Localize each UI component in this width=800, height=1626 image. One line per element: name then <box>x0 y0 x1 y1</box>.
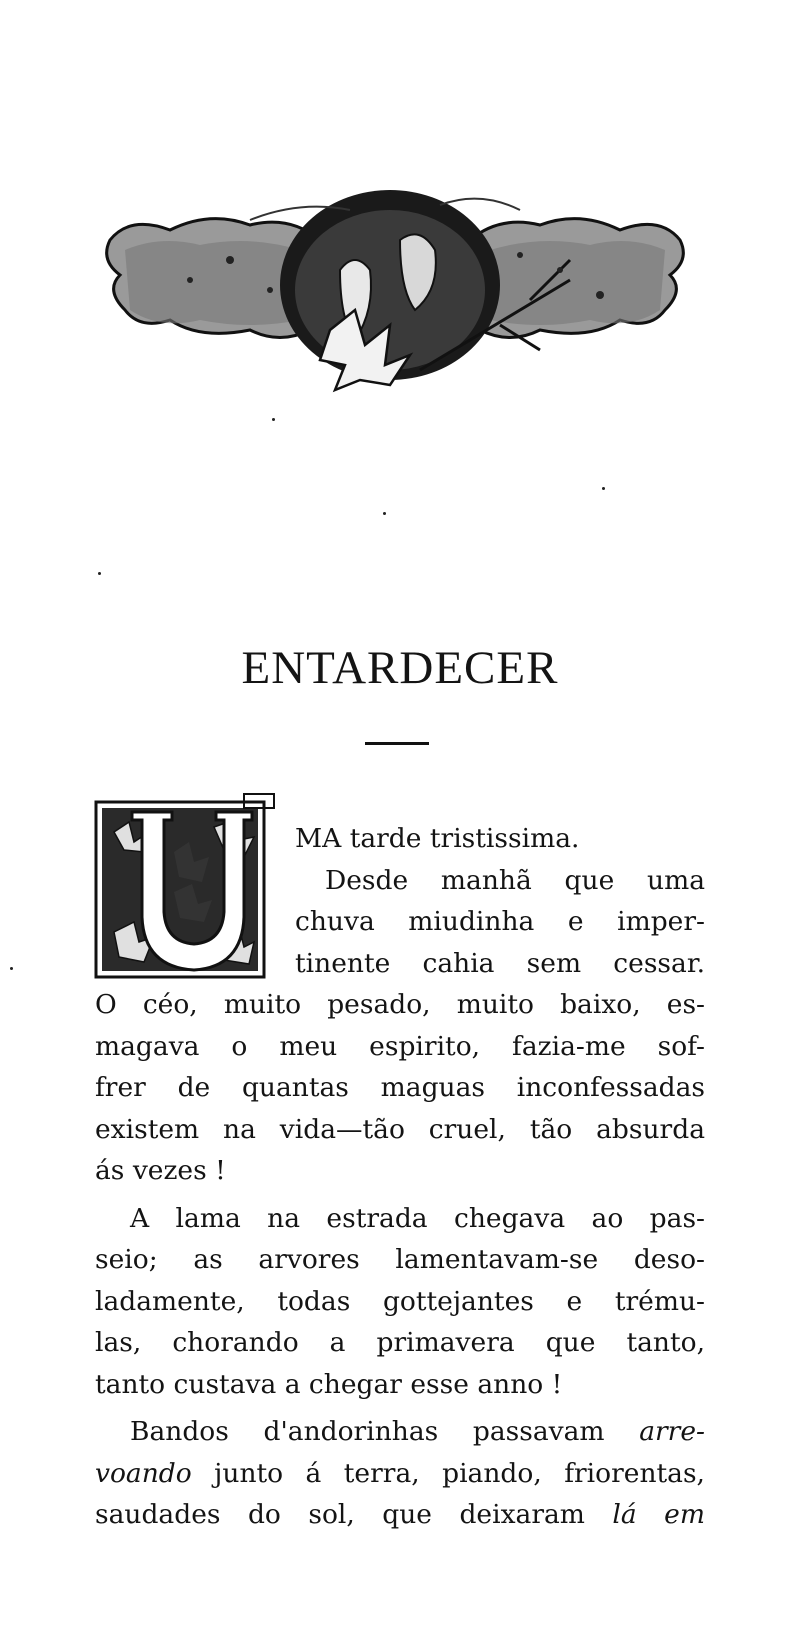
text-line: Desde manhã que uma <box>325 864 705 896</box>
page-title: ENTARDECER <box>241 642 559 695</box>
print-speck <box>602 487 605 490</box>
italic-segment: voando <box>95 1457 192 1489</box>
text-line <box>95 1494 705 1536</box>
body-text <box>95 818 705 1536</box>
print-speck <box>98 572 101 575</box>
text-line: ás vezes ! <box>95 1155 226 1186</box>
text-line: ladamente, todas gottejantes e trému- <box>95 1285 705 1317</box>
print-speck <box>10 967 13 970</box>
text-line: A lama na estrada chegava ao pas- <box>130 1202 705 1234</box>
ornamental-vignette <box>100 180 690 410</box>
text-line: tinente cahia sem cessar. <box>295 947 705 979</box>
text-line: chuva miudinha e imper- <box>295 906 705 937</box>
title-rule <box>365 742 429 745</box>
text-segment: saudades do sol, que deixaram <box>95 1499 585 1530</box>
print-speck <box>272 418 275 421</box>
text-line: tanto custava a chegar esse anno ! <box>95 1368 563 1400</box>
italic-segment: arre- <box>639 1416 705 1447</box>
text-segment: junto á terra, piando, friorentas, <box>214 1457 705 1489</box>
text-line <box>95 1411 705 1453</box>
text-line: seio; as arvores lamentavam-se deso- <box>95 1244 705 1275</box>
text-line: las, chorando a primavera que tanto, <box>95 1327 705 1358</box>
text-line: magava o meu espirito, fazia-me sof- <box>95 1030 705 1062</box>
text-line: O céo, muito pesado, muito baixo, es- <box>95 989 705 1020</box>
text-line: existem na vida—tão cruel, tão absurda <box>95 1113 705 1145</box>
italic-segment: lá em <box>612 1499 705 1530</box>
print-speck <box>383 512 386 515</box>
text-line: MA tarde tristissima. <box>295 823 580 854</box>
text-line <box>95 1453 705 1495</box>
text-line: frer de quantas maguas inconfessadas <box>95 1072 705 1103</box>
text-segment: Bandos d'andorinhas passavam <box>130 1416 605 1447</box>
